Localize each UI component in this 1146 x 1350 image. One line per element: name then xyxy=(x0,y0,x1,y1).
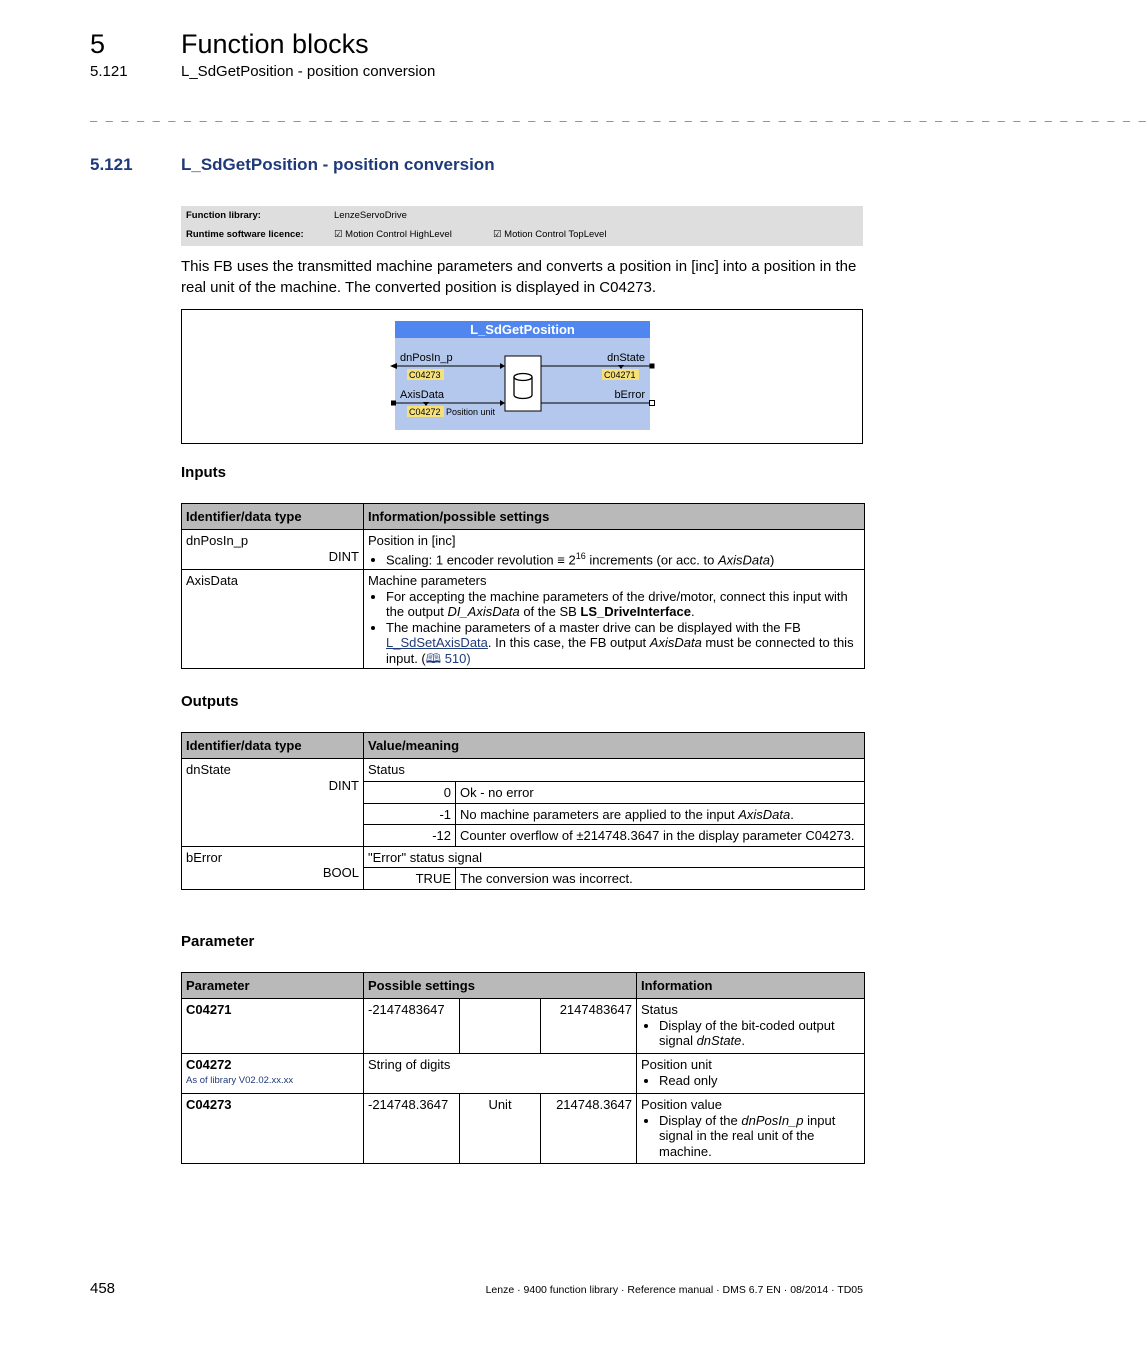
input-info-position: Position in [inc] xyxy=(368,533,456,548)
table-row xyxy=(182,759,865,782)
inputs-heading: Inputs xyxy=(181,464,226,481)
table-row: -1 No machine parameters are applied to the input AxisData. xyxy=(182,803,865,825)
licence-highlevel: ☑ Motion Control HighLevel xyxy=(334,229,452,240)
output-label-berror: bError xyxy=(614,389,645,401)
list-item: • Display of the bit-coded output signal dnState. xyxy=(659,1018,860,1049)
input-port-axisdata xyxy=(391,401,396,406)
header-section-number: 5.121 xyxy=(90,63,128,80)
parameter-heading: Parameter xyxy=(181,933,255,950)
table-row: C04272 As of library V02.02.xx.xx String of digits Position unit • Read only xyxy=(182,1054,865,1094)
outputs-col-value: Value/meaning xyxy=(364,733,865,759)
output-info-status: Status xyxy=(364,759,865,782)
section-title: L_SdGetPosition - position conversion xyxy=(181,155,495,174)
inputs-col-identifier: Identifier/data type xyxy=(182,504,364,530)
table-row: C04271 -2147483647 2147483647 Status • Display of the bit-coded output signal dnState. xyxy=(182,999,865,1054)
outputs-heading: Outputs xyxy=(181,693,239,710)
code-note-position-unit: Position unit xyxy=(446,407,496,417)
output-id-berror: bError xyxy=(186,849,223,865)
table-row: -12 Counter overflow of ±214748.3647 in the display parameter C04273. xyxy=(182,825,865,847)
inputs-table xyxy=(181,503,865,669)
input-id-dnposin: dnPosIn_p xyxy=(186,533,249,548)
input-label-axisdata: AxisData xyxy=(400,389,445,401)
input-info-machine-params: Machine parameters xyxy=(368,573,487,589)
input-type-dint: DINT xyxy=(328,548,359,564)
database-cylinder-icon xyxy=(514,374,532,399)
list-item: • For accepting the machine parameters of the drive/motor, connect this input with the output DI_AxisData of the SB LS_DriveInterface. xyxy=(386,589,860,620)
param-c04271: C04271 xyxy=(186,1002,232,1017)
header-section-title: L_SdGetPosition - position conversion xyxy=(181,63,436,80)
table-row xyxy=(182,570,865,669)
inputs-col-info: Information/possible settings xyxy=(364,504,865,530)
table-row xyxy=(182,530,865,570)
output-id-dnstate: dnState xyxy=(186,762,231,777)
param-col-parameter: Parameter xyxy=(182,973,364,999)
code-tag-c04273: C04273 xyxy=(409,370,441,380)
input-arrow-dnposin xyxy=(390,363,397,369)
param-c04272: C04272 xyxy=(186,1057,232,1072)
fb-diagram xyxy=(181,309,863,444)
table-row xyxy=(182,846,865,868)
list-item: • Display of the dnPosIn_p input signal in the real unit of the machine. xyxy=(659,1113,860,1160)
library-info-box xyxy=(181,206,863,246)
table-row: C04273 -214748.3647 Unit 214748.3647 Position value • Display of the dnPosIn_p input signal in the real unit of the machine. xyxy=(182,1094,865,1164)
list-item: • The machine parameters of a master drive can be displayed with the FB L_SdSetAxisData. In this case, the FB output AxisData must be connected to this input. (🕮 510) xyxy=(386,620,860,667)
chapter-title: Function blocks xyxy=(181,29,369,59)
page-number: 458 xyxy=(90,1280,116,1297)
chapter-number: 5 xyxy=(90,29,106,59)
output-label-dnstate: dnState xyxy=(607,352,645,364)
section-number: 5.121 xyxy=(90,155,133,174)
list-item: • Scaling: 1 encoder revolution ≡ $2^{16}$ increments (or acc. to AxisData) xyxy=(386,549,860,568)
code-tag-c04271: C04271 xyxy=(604,370,636,380)
fb-block-title: L_SdGetPosition xyxy=(470,322,575,337)
output-port-dnstate xyxy=(650,364,655,369)
library-value: LenzeServoDrive xyxy=(334,210,407,221)
parameter-table xyxy=(181,972,865,1164)
fb-diagram-frame xyxy=(181,309,863,444)
param-c04273: C04273 xyxy=(186,1097,232,1112)
library-version-note: As of library V02.02.xx.xx xyxy=(186,1074,294,1086)
output-port-berror xyxy=(650,401,655,406)
input-id-axisdata: AxisData xyxy=(186,573,239,589)
table-row: TRUE The conversion was incorrect. xyxy=(182,868,865,890)
code-tag-c04272: C04272 xyxy=(409,407,441,417)
link-l-sdsetaxisdata[interactable]: L_SdSetAxisData xyxy=(386,635,488,651)
output-type-dint: DINT xyxy=(328,777,359,793)
list-item: • Read only xyxy=(659,1073,860,1089)
input-label-dnposin: dnPosIn_p xyxy=(400,352,453,364)
outputs-table xyxy=(181,732,865,890)
licence-toplevel: ☑ Motion Control TopLevel xyxy=(493,229,607,240)
licence-label: Runtime software licence: xyxy=(186,229,304,240)
output-type-bool: BOOL xyxy=(322,865,359,880)
separator-line: _ _ _ _ _ _ _ _ _ _ _ _ _ _ _ _ _ _ _ _ _ _ _ _ _ _ _ _ _ _ _ _ _ _ _ _ _ _ _ _ _ _ _ _ _ _ _ _ _ _ _ _ _ _ _ _ _ _ _ _ _ _ _ _ _ _ _ _ xyxy=(90,108,1146,122)
param-col-info: Information xyxy=(637,973,865,999)
output-info-error: "Error" status signal xyxy=(364,846,865,868)
footer-text: Lenze · 9400 function library · Reference manual · DMS 6.7 EN · 08/2014 · TD05 xyxy=(485,1284,863,1296)
library-label: Function library: xyxy=(186,210,261,221)
outputs-col-identifier: Identifier/data type xyxy=(182,733,364,759)
param-col-settings: Possible settings xyxy=(364,973,637,999)
page-ref-link[interactable]: 🕮 510) xyxy=(425,650,471,666)
table-row: 0 Ok - no error xyxy=(182,782,865,804)
intro-paragraph: This FB uses the transmitted machine parameters and converts a position in [inc] into a position in the real unit of the machine. The converted position is displayed in C04273. xyxy=(181,258,857,296)
